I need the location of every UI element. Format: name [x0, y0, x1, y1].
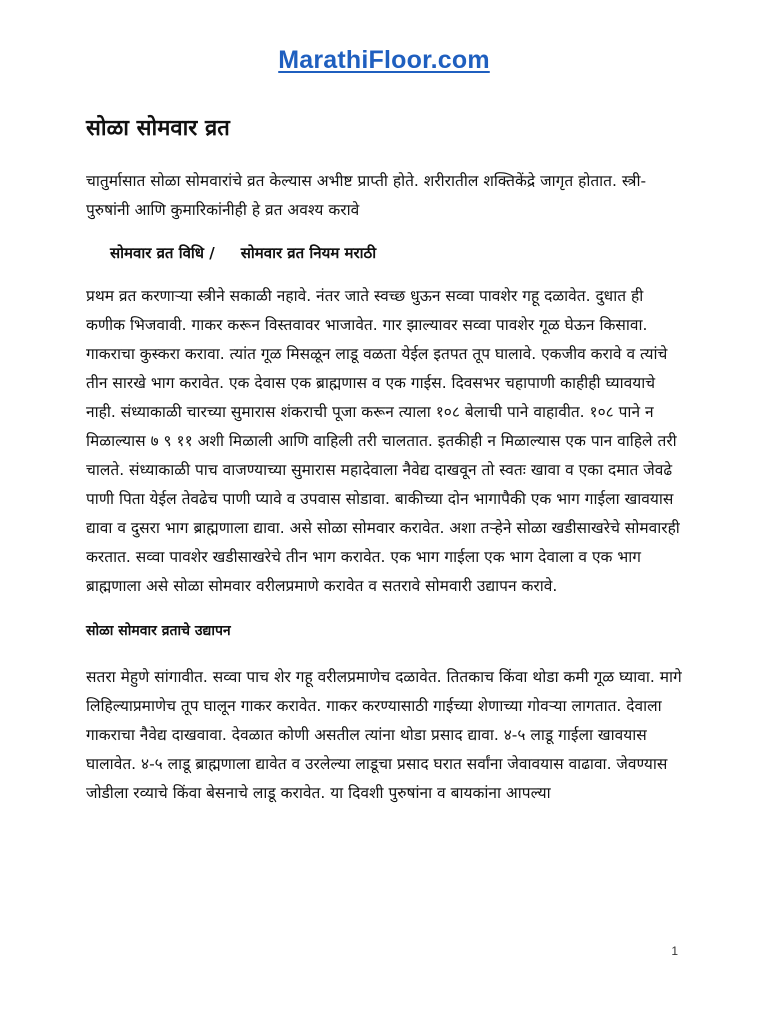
page-number: 1	[671, 944, 678, 958]
udyapan-heading: सोळा सोमवार व्रताचे उद्यापन	[86, 623, 231, 639]
section-heading-left: सोमवार व्रत विधि /	[110, 244, 215, 262]
site-header	[0, 46, 768, 75]
page-title: सोळा सोमवार व्रत	[86, 116, 230, 141]
udyapan-paragraph: सतरा मेहुणे सांगावीत. सव्वा पाच शेर गहू वरीलप्रमाणेच दळावेत. तितकाच किंवा थोडा कमी गूळ घ्यावा. मागे लिहिल्याप्रमाणेच तूप घालून गाकर करावेत. गाकर करण्यासाठी गाईच्या शेणाच्या गोवऱ्या लागतात. देवाला गाकराचा नैवेद्य दाखवावा. देवळात कोणी असतील त्यांना थोडा प्रसाद द्यावा. ४-५ लाडू गाईला खावयास घालावेत. ४-५ लाडू ब्राह्मणाला द्यावेत व उरलेल्या लाडूचा प्रसाद घरात सर्वांना जेवावयास वाढावा. जेवण्यास जोडीला रव्याचे किंवा बेसनाचे लाडू करावेत. या दिवशी पुरुषांना व बायकांना आपल्या	[86, 668, 682, 802]
document-body	[86, 112, 686, 826]
section-heading	[86, 239, 686, 268]
ritual-paragraph: प्रथम व्रत करणाऱ्या स्त्रीने सकाळी नहावे. नंतर जाते स्वच्छ धुऊन सव्वा पावशेर गहू दळावेत. दुधात ही कणीक भिजवावी. गाकर करून विस्तवावर भाजावेत. गार झाल्यावर सव्वा पावशेर गूळ घेऊन किसावा. गाकराचा कुस्करा करावा. त्यांत गूळ मिसळून लाडू वळता येईल इतपत तूप घालावे. एकजीव करावे व त्यांचे तीन सारखे भाग करावेत. एक देवास एक ब्राह्मणास व एक गाईस. दिवसभर चहापाणी काहीही घ्यावयाचे नाही. संध्याकाळी चारच्या सुमारास शंकराची पूजा करून त्याला १०८ बेलाची पाने वाहावीत. १०८ पाने न मिळाल्यास ७ ९ ११ अशी मिळाली आणि वाहिली तरी चालतात. इतकीही न मिळाल्यास एक पान वाहिले तरी चालते. संध्याकाळी पाच वाजण्याच्या सुमारास महादेवाला नैवेद्य दाखवून तो स्वतः खावा व एका दमात जेवढे पाणी पिता येईल तेवढेच पाणी प्यावे व उपवास सोडावा. बाकीच्या दोन भागापैकी एक भाग गाईला खावयास द्यावा व दुसरा भाग ब्राह्मणाला द्यावा. असे सोळा सोमवार करावेत. अशा तऱ्हेने सोळा खडीसाखरेचे सोमवारही करतात. सव्वा पावशेर खडीसाखरेचे तीन भाग करावेत. एक भाग गाईला एक भाग देवाला व एक भाग ब्राह्मणाला असे सोळा सोमवार वरीलप्रमाणे करावेत व सतरावे सोमवारी उद्यापन करावे.	[86, 287, 680, 595]
intro-paragraph: चातुर्मासात सोळा सोमवारांचे व्रत केल्यास अभीष्ट प्राप्ती होते. शरीरातील शक्तिकेंद्रे जागृत होतात. स्त्री-पुरुषांनी आणि कुमारिकांनीही हे व्रत अवश्य करावे	[86, 172, 647, 219]
site-link[interactable]: MarathiFloor.com	[278, 46, 490, 74]
section-heading-right: सोमवार व्रत नियम मराठी	[240, 244, 377, 262]
